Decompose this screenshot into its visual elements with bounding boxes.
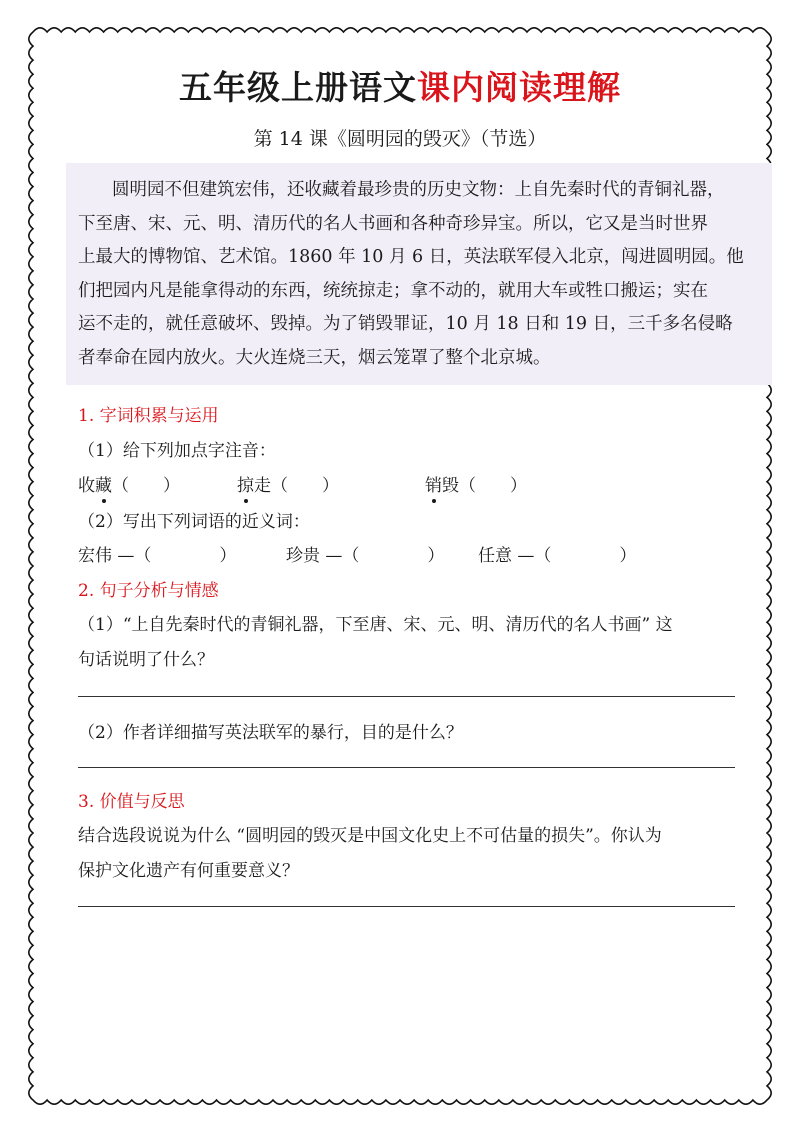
answer-line[interactable]: [78, 696, 735, 697]
page-title: 五年级上册语文课内阅读理解: [179, 68, 621, 107]
dotted-char: 藏: [95, 476, 112, 496]
synonym-item: 宏伟 —（ ）: [78, 546, 237, 566]
synonym-item: 珍贵 —（ ）: [286, 546, 445, 566]
passage-line: 运不走的，就任意破坏、毁掉。为了销毁罪证，10 月 18 日和 19 日，三千多名侵略: [78, 314, 733, 335]
question-2-1-line1: （1）“上自先秦时代的青铜礼器，下至唐、宋、元、明、清历代的名人书画” 这: [78, 615, 673, 635]
section2-heading: 2. 句子分析与情感: [78, 581, 219, 601]
pinyin-item: 销毁（ ）: [425, 476, 527, 496]
question-1-2: （2）写出下列词语的近义词：: [78, 512, 310, 532]
answer-line[interactable]: [78, 906, 735, 907]
question-3-line1: 结合选段说说为什么 “圆明园的毁灭是中国文化史上不可估量的损失”。你认为: [78, 826, 662, 846]
lesson-subtitle: 第 14 课《圆明园的毁灭》（节选）: [253, 128, 547, 150]
pinyin-item: 掠走（ ）: [237, 476, 339, 496]
passage-text: [78, 174, 758, 376]
question-1-1: （1）给下列加点字注音：: [78, 441, 276, 461]
dotted-char: 销: [425, 476, 442, 496]
answer-line[interactable]: [78, 767, 735, 768]
passage-line: 圆明园不但建筑宏伟，还收藏着最珍贵的历史文物：上自先秦时代的青铜礼器，: [112, 180, 725, 200]
question-3-line2: 保护文化遗产有何重要意义？: [78, 861, 299, 881]
question-2-2: （2）作者详细描写英法联军的暴行，目的是什么？: [78, 723, 463, 743]
passage-line: 们把园内凡是能拿得动的东西，统统掠走；拿不动的，就用大车或牲口搬运；实在: [78, 280, 708, 301]
question-2-1-line2: 句话说明了什么？: [78, 650, 214, 670]
dotted-char: 掠: [237, 476, 254, 496]
pinyin-item: 收藏（ ）: [78, 476, 180, 496]
section3-heading: 3. 价值与反思: [78, 792, 185, 812]
synonym-item: 任意 —（ ）: [478, 546, 637, 566]
passage-line: 者奉命在园内放火。大火连烧三天，烟云笼罩了整个北京城。: [78, 347, 551, 368]
section1-heading: 1. 字词积累与运用: [78, 406, 219, 426]
passage-line: 上最大的博物馆、艺术馆。1860 年 10 月 6 日，英法联军侵入北京，闯进圆明园。他: [78, 247, 744, 268]
passage-line: 下至唐、宋、元、明、清历代的名人书画和各种奇珍异宝。所以，它又是当时世界: [78, 213, 708, 234]
